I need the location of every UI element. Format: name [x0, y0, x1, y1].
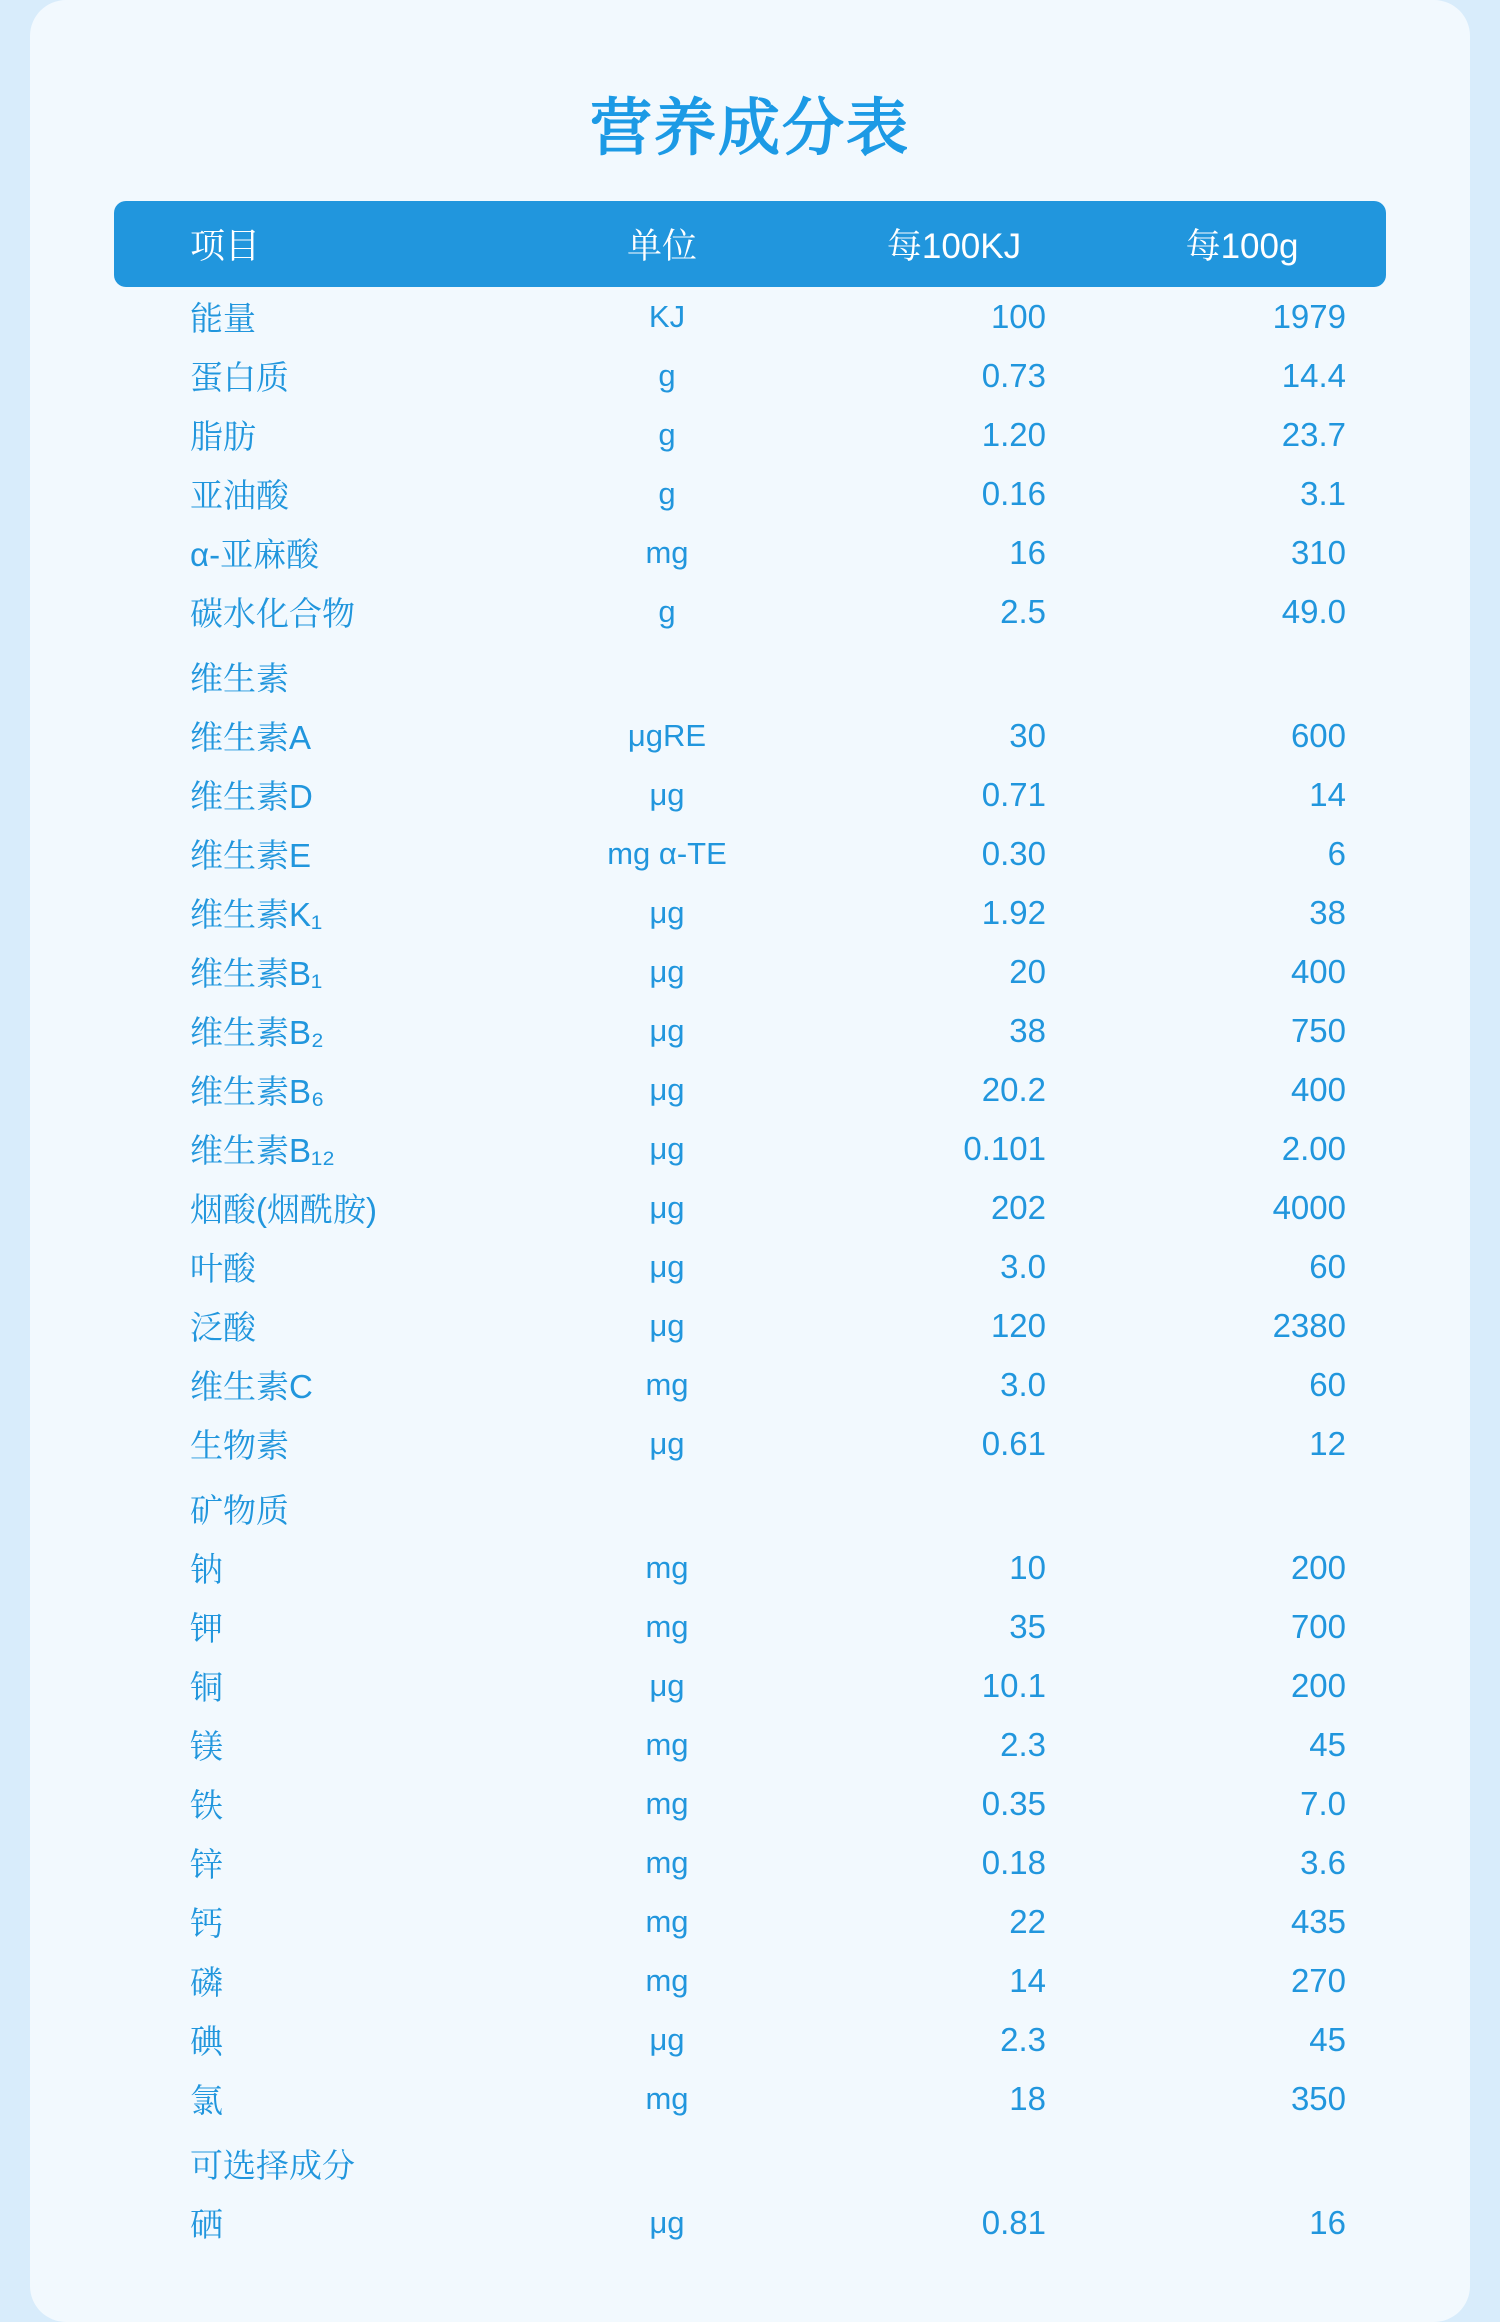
cell-per-100kj: 20.2 [981, 1070, 1046, 1108]
cell-item: 泛酸 [190, 1309, 256, 1346]
table-row [114, 942, 1386, 1001]
cell-unit: μg [649, 2021, 685, 2057]
cell-per-100g: 750 [1290, 1011, 1346, 1049]
cell-item: 烟酸(烟酰胺) [190, 1191, 377, 1228]
cell-per-100kj: 0.18 [981, 1843, 1046, 1881]
table-row [114, 1060, 1386, 1119]
cell-per-100g: 16 [1309, 2203, 1346, 2241]
cell-per-100g: 23.7 [1281, 415, 1346, 453]
cell-per-100g: 350 [1290, 2079, 1346, 2117]
cell-unit: mg [645, 1903, 689, 1939]
table-row [114, 824, 1386, 883]
cell-item: 维生素C [190, 1368, 313, 1405]
cell-per-100kj [810, 2128, 1098, 2193]
cell-unit: μg [649, 953, 685, 989]
cell-unit: g [658, 593, 676, 629]
cell-per-100kj: 2.3 [1000, 1725, 1046, 1763]
cell-unit: μg [649, 1071, 685, 1107]
cell-per-100kj: 100 [990, 297, 1046, 335]
table-row [114, 1001, 1386, 1060]
cell-per-100kj: 2.5 [1000, 592, 1046, 630]
cell-item: 维生素A [190, 719, 312, 756]
cell-unit: mg [645, 1366, 689, 1402]
table-row [114, 1355, 1386, 1414]
cell-per-100g: 700 [1290, 1607, 1346, 1645]
cell-per-100kj [810, 1473, 1098, 1538]
cell-per-100kj: 202 [990, 1188, 1046, 1226]
cell-item: 生物素 [190, 1427, 289, 1464]
cell-per-100g: 38 [1309, 893, 1346, 931]
cell-per-100g: 200 [1290, 1548, 1346, 1586]
cell-unit: μg [649, 1307, 685, 1343]
cell-per-100kj: 10.1 [981, 1666, 1046, 1704]
cell-unit: μgRE [627, 717, 707, 753]
cell-per-100g: 3.6 [1300, 1843, 1346, 1881]
table-row [114, 2069, 1386, 2128]
cell-unit: mg [645, 1726, 689, 1762]
cell-per-100kj: 35 [1009, 1607, 1046, 1645]
table-row [114, 1833, 1386, 1892]
cell-item: 维生素 [190, 660, 289, 697]
cell-unit: g [658, 416, 676, 452]
cell-unit: μg [649, 1012, 685, 1048]
table-row [114, 1296, 1386, 1355]
cell-unit: μg [649, 1248, 685, 1284]
cell-item: 可选择成分 [190, 2147, 355, 2184]
cell-unit [514, 2128, 810, 2193]
cell-item: 蛋白质 [190, 359, 289, 396]
table-row [114, 1892, 1386, 1951]
cell-item: 铜 [190, 1669, 223, 1706]
cell-item: 钾 [190, 1610, 223, 1647]
cell-unit: μg [649, 2204, 685, 2240]
cell-item: 维生素B₁ [190, 955, 323, 992]
cell-unit: mg [645, 1549, 689, 1585]
cell-per-100kj: 0.35 [981, 1784, 1046, 1822]
cell-item: 铁 [190, 1787, 223, 1824]
table-section-row [114, 2128, 1386, 2193]
cell-per-100g: 14 [1309, 775, 1346, 813]
cell-item: 维生素B₆ [190, 1073, 325, 1110]
cell-unit: mg [645, 1785, 689, 1821]
table-row [114, 1715, 1386, 1774]
table-body [114, 287, 1386, 2252]
cell-per-100g: 400 [1290, 952, 1346, 990]
cell-unit: g [658, 475, 676, 511]
table-row [114, 706, 1386, 765]
cell-unit: g [658, 357, 676, 393]
cell-per-100g [1098, 1473, 1386, 1538]
cell-per-100g: 400 [1290, 1070, 1346, 1108]
table-row [114, 1538, 1386, 1597]
cell-per-100g: 6 [1327, 834, 1346, 872]
cell-unit [514, 1473, 810, 1538]
table-row [114, 1414, 1386, 1473]
cell-item: 能量 [190, 300, 256, 337]
cell-per-100g: 3.1 [1300, 474, 1346, 512]
cell-per-100g: 2.00 [1281, 1129, 1346, 1167]
cell-per-100kj: 38 [1009, 1011, 1046, 1049]
table-section-row [114, 641, 1386, 706]
table-row [114, 1119, 1386, 1178]
cell-per-100kj: 120 [990, 1306, 1046, 1344]
cell-unit: mg [645, 2080, 689, 2116]
cell-per-100kj: 16 [1009, 533, 1046, 571]
cell-per-100g: 200 [1290, 1666, 1346, 1704]
cell-per-100g: 49.0 [1281, 592, 1346, 630]
cell-per-100kj: 10 [1009, 1548, 1046, 1586]
cell-per-100kj: 0.16 [981, 474, 1046, 512]
cell-item: α-亚麻酸 [190, 536, 320, 573]
cell-per-100g: 60 [1309, 1247, 1346, 1285]
cell-item: 维生素D [190, 778, 313, 815]
cell-per-100kj: 2.3 [1000, 2020, 1046, 2058]
cell-per-100g: 310 [1290, 533, 1346, 571]
table-row [114, 1656, 1386, 1715]
cell-per-100g: 12 [1309, 1424, 1346, 1462]
table-row [114, 1597, 1386, 1656]
cell-item: 维生素B₁₂ [190, 1132, 335, 1169]
column-header-unit: 单位 [626, 227, 697, 266]
table-row [114, 287, 1386, 346]
cell-per-100kj: 22 [1009, 1902, 1046, 1940]
page-title: 营养成分表 [589, 94, 910, 163]
cell-item: 维生素K₁ [190, 896, 323, 933]
cell-per-100kj [810, 641, 1098, 706]
cell-item: 硒 [190, 2206, 223, 2243]
cell-per-100kj: 1.92 [981, 893, 1046, 931]
table-row [114, 346, 1386, 405]
cell-item: 碳水化合物 [190, 595, 355, 632]
table-row [114, 582, 1386, 641]
cell-item: 碘 [190, 2023, 223, 2060]
cell-per-100kj: 14 [1009, 1961, 1046, 1999]
table-row [114, 1178, 1386, 1237]
cell-item: 矿物质 [190, 1492, 289, 1529]
table-row [114, 523, 1386, 582]
cell-per-100g [1098, 641, 1386, 706]
table-row [114, 1237, 1386, 1296]
cell-unit: μg [649, 776, 685, 812]
cell-unit: μg [649, 1667, 685, 1703]
cell-item: 亚油酸 [190, 477, 289, 514]
cell-per-100kj: 0.71 [981, 775, 1046, 813]
table-row [114, 1951, 1386, 2010]
cell-unit: mg [645, 1962, 689, 1998]
cell-item: 钙 [190, 1905, 223, 1942]
table-header-row [114, 201, 1386, 287]
cell-per-100kj: 0.73 [981, 356, 1046, 394]
cell-item: 氯 [190, 2082, 223, 2119]
cell-per-100g: 14.4 [1281, 356, 1346, 394]
cell-unit: mg [645, 1608, 689, 1644]
cell-item: 锌 [190, 1846, 223, 1883]
cell-unit: μg [649, 894, 685, 930]
cell-per-100kj: 0.101 [963, 1129, 1046, 1167]
cell-per-100g: 45 [1309, 1725, 1346, 1763]
table-row [114, 765, 1386, 824]
cell-unit: mg [645, 1844, 689, 1880]
cell-per-100kj: 0.61 [981, 1424, 1046, 1462]
table-section-row [114, 1473, 1386, 1538]
cell-unit: μg [649, 1130, 685, 1166]
cell-per-100kj: 18 [1009, 2079, 1046, 2117]
cell-item: 维生素B₂ [190, 1014, 324, 1051]
cell-item: 钠 [190, 1551, 223, 1588]
table-header [114, 201, 1386, 287]
cell-item: 叶酸 [190, 1250, 256, 1287]
cell-item: 维生素E [190, 837, 312, 874]
cell-per-100g: 1979 [1272, 297, 1346, 335]
cell-per-100kj: 30 [1009, 716, 1046, 754]
column-header-per-100kj: 每100KJ [886, 227, 1022, 266]
cell-per-100kj: 3.0 [1000, 1247, 1046, 1285]
cell-per-100g: 4000 [1272, 1188, 1346, 1226]
cell-per-100g: 270 [1290, 1961, 1346, 1999]
cell-per-100kj: 3.0 [1000, 1365, 1046, 1403]
cell-per-100g: 600 [1290, 716, 1346, 754]
cell-unit [514, 641, 810, 706]
cell-unit: μg [649, 1189, 685, 1225]
cell-per-100g: 2380 [1272, 1306, 1346, 1344]
cell-per-100g: 435 [1290, 1902, 1346, 1940]
column-header-per-100g: 每100g [1185, 227, 1299, 266]
cell-unit: KJ [648, 298, 686, 334]
cell-per-100g: 60 [1309, 1365, 1346, 1403]
nutrition-card [30, 0, 1470, 2322]
cell-item: 脂肪 [190, 418, 256, 455]
nutrition-table [114, 201, 1386, 2252]
table-row [114, 1774, 1386, 1833]
table-row [114, 883, 1386, 942]
cell-unit: mg [645, 534, 689, 570]
table-row [114, 2010, 1386, 2069]
cell-per-100kj: 1.20 [981, 415, 1046, 453]
cell-per-100kj: 0.81 [981, 2203, 1046, 2241]
column-header-item: 项目 [190, 227, 261, 266]
cell-per-100g: 7.0 [1300, 1784, 1346, 1822]
cell-per-100g: 45 [1309, 2020, 1346, 2058]
table-row [114, 464, 1386, 523]
table-row [114, 405, 1386, 464]
cell-per-100kj: 0.30 [981, 834, 1046, 872]
table-row [114, 2193, 1386, 2252]
cell-item: 镁 [190, 1728, 223, 1765]
cell-unit: mg α-TE [607, 835, 727, 871]
cell-unit: μg [649, 1425, 685, 1461]
cell-per-100g [1098, 2128, 1386, 2193]
cell-item: 磷 [190, 1964, 223, 2001]
cell-per-100kj: 20 [1009, 952, 1046, 990]
